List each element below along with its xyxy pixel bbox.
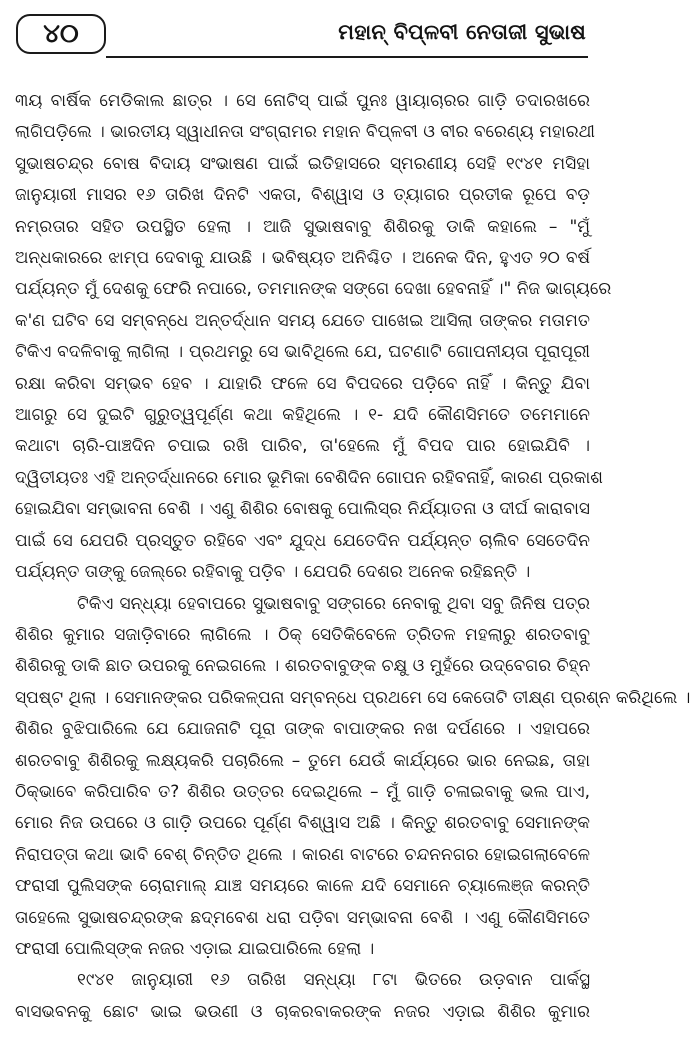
text-line: ଦ୍ୱିତୀୟତଃ ଏହି ଅନ୍ତର୍ଦ୍ଧାନରେ ମୋର ଭୂମିକା ବେଶିଦିନ ଗୋପନ ରହିବନାହିଁ, କାରଣ ପ୍ରକାଶ <box>15 467 603 488</box>
text-line: ଅନ୍ଧକାରରେ ଝାମ୍ପ ଦେବାକୁ ଯାଉଛି । ଭବିଷ୍ୟତ ଅନିଶ୍ଚିତ । ଅନେକ ଦିନ, ହୁଏତ ୨୦ ବର୍ଷ <box>15 248 590 269</box>
text-line: କଥାଟା ଚାରି-ପାଞ୍ଚଦିନ ଚପାଇ ରଖି ପାରିବ, ତା'ହେଲେ ମୁଁ ବିପଦ ପାର ହୋଇଯିବି । <box>15 436 590 457</box>
paragraph <box>15 86 612 589</box>
text-line: ଟିକିଏ ସନ୍ଧ୍ୟା ହେବାପରେ ସୁଭାଷବାବୁ ସଙ୍ଗରେ ନେବାକୁ ଥିବା ସବୁ ଜିନିଷ ପତ୍ର <box>77 593 590 614</box>
text-line: ପାଇଁ ସେ ଯେପରି ପ୍ରସ୍ତୁତ ରହିବେ ଏବଂ ଯୁଦ୍ଧ ଯେତେଦିନ ପର୍ଯ୍ୟନ୍ତ ଚାଲିବ ସେତେଦିନ <box>15 530 590 551</box>
text-line: ଲାଗିପଡ଼ିଲେ । ଭାରତୀୟ ସ୍ୱାଧୀନତା ସଂଗ୍ରାମର ମହାନ ବିପ୍ଳବୀ ଓ ବୀର ବରେଣ୍ୟ ମହାରଥୀ <box>15 122 595 143</box>
text-line: ନିରାପତ୍ତା କଥା ଭାବି ବେଶ୍ ଚିନ୍ତିତ ଥିଲେ । କାରଣ ବାଟରେ ଚନ୍ଦନନଗର ହୋଇଗଲାବେଳେ <box>15 844 590 865</box>
text-line: ବାସଭବନକୁ ଛୋଟ ଭାଇ ଭଉଣୀ ଓ ଚାକରବାକରଙ୍କ ନଜର ଏଡ଼ାଇ ଶିଶିର କୁମାର <box>15 1001 590 1022</box>
text-line: ଶିଶିରକୁ ଡାକି ଛାତ ଉପରକୁ ନେଇଗଲେ । ଶରତବାବୁଙ୍କ ଚକ୍ଷୁ ଓ ମୁହଁରେ ଉଦ୍‌ବେଗର ଚିହ୍ନ <box>15 656 591 677</box>
text-line: ନମ୍ରତାର ସହିତ ଉପସ୍ଥିତ ହେଲା । ଆଜି ସୁଭାଷବାବୁ ଶିଶିରକୁ ଡାକି କହାଲେ – "ମୁଁ <box>15 216 590 237</box>
text-line: ପର୍ଯ୍ୟନ୍ତ ତାଙ୍କୁ ଜେଲ୍‌ରେ ରହିବାକୁ ପଡ଼ିବ । ଯେପରି ଦେଶର ଅନେକ ରହିଛନ୍ତି । <box>15 562 531 583</box>
body-text <box>15 86 690 1028</box>
text-line: ମୋର ନିଜ ଉପରେ ଓ ଗାଡ଼ି ଉପରେ ପୂର୍ଣ୍ଣ ବିଶ୍ୱାସ ଅଛି । କିନ୍ତୁ ଶରତବାବୁ ସେମାନଙ୍କ <box>15 813 590 834</box>
page-header <box>16 12 588 62</box>
text-line: ପର୍ଯ୍ୟନ୍ତ ମୁଁ ଦେଶକୁ ଫେରି ନପାରେ, ତମମାନଙ୍କ ସଙ୍ଗେ ଦେଖା ହେବନାହିଁ ।" ନିଜ ଭାଗ୍ୟରେ <box>15 279 612 300</box>
text-line: ୩ୟ ବାର୍ଷିକ ମେଡିକାଲ ଛାତ୍ର । ସେ ନୋଟିସ୍ ପାଇଁ ପୁନଃ ୱାୟାଚାରର ଗାଡ଼ି ତଦାରଖରେ <box>15 91 590 111</box>
running-title: ମହାନ୍ ବିପ୍ଳବୀ ନେତାଜୀ ସୁଭାଷ <box>338 20 586 44</box>
text-line: ତାହେଲେ ସୁଭାଷଚନ୍ଦ୍ରଙ୍କ ଛଦ୍ମବେଶ ଧରା ପଡ଼ିବା ସମ୍ଭାବନା ବେଶି । ଏଣୁ କୌଣସିମତେ <box>15 907 590 928</box>
text-line: ଟିକିଏ ବଦଳିବାକୁ ଲାଗିଲା । ପ୍ରଥମରୁ ସେ ଭାବିଥିଲେ ଯେ, ଘଟଣାଟି ଗୋପନୀୟତା ପୂରାପୂରୀ <box>15 342 590 363</box>
text-line: ଶିଶିର ବୁଝିପାରିଲେ ଯେ ଯୋଜନାଟି ପୂରା ତାଙ୍କ ବାପାଙ୍କର ନଖ ଦର୍ପଣରେ । ଏହାପରେ <box>15 719 590 740</box>
header-rule <box>106 56 588 58</box>
text-line: ହୋଇଯିବା ସମ୍ଭାବନା ବେଶି । ଏଣୁ ଶିଶିର ବୋଷକୁ ପୋଲିସ୍‌ର ନିର୍ଯ୍ୟାତନା ଓ ଦୀର୍ଘ କାରାବାସ <box>15 499 590 520</box>
paragraph <box>15 965 590 1028</box>
text-line: ଶରତବାବୁ ଶିଶିରକୁ ଲକ୍ଷ୍ୟକରି ପଚାରିଲେ – ତୁମେ ଯେଉଁ କାର୍ଯ୍ୟରେ ଭାର ନେଇଛ, ତାହା <box>15 750 590 771</box>
text-line: ରକ୍ଷା କରିବା ସମ୍ଭବ ହେବ । ଯାହାରି ଫଳେ ସେ ବିପଦରେ ପଡ଼ିବେ ନାହିଁ । କିନ୍ତୁ ଯିବା <box>15 373 590 394</box>
paragraph <box>15 589 690 966</box>
text-line: ସୁଭାଷଚନ୍ଦ୍ର ବୋଷ ବିଦାୟ ସଂଭାଷଣ ପାଇଁ ଇତିହାସରେ ସ୍ମରଣୀୟ ସେହି ୧୯୪୧ ମସିହା <box>15 153 590 174</box>
text-line: କ'ଣ ଘଟିବ ସେ ସମ୍ବନ୍ଧେ ଅନ୍ତର୍ଦ୍ଧାନ ସମୟ ଯେତେ ପାଖେଇ ଆସିଲା ତାଙ୍କର ମତାମତ <box>15 310 590 331</box>
text-line: ଠିକ୍‌ଭାବେ କରିପାରିବ ତ? ଶିଶିର ଉତ୍ତର ଦେଇଥିଲେ – ମୁଁ ଗାଡ଼ି ଚଳାଇବାକୁ ଭଲ ପାଏ, <box>15 781 590 802</box>
page-number: ୪୦ <box>16 14 106 54</box>
text-line: ଫରାସୀ ପୋଲିସ୍‌ଙ୍କ ନଜର ଏଡ଼ାଇ ଯାଇପାରିଲେ ହେଲା । <box>15 938 375 959</box>
text-line: ୧୯୪୧ ଜାନୁୟାରୀ ୧୬ ତାରିଖ ସନ୍ଧ୍ୟା ୮ଟା ଭିତରେ ଉଡ଼ବାନ ପାର୍କସ୍ଥ <box>77 970 590 991</box>
text-line: ଜାନୁୟାରୀ ମାସର ୧୬ ତାରିଖ ଦିନଟି ଏକତା, ବିଶ୍ୱାସ ଓ ତ୍ୟାଗର ପ୍ରତୀକ ରୂପେ ବଡ଼ <box>15 185 590 206</box>
text-line: ଫରାସୀ ପୁଲିସଙ୍କ ଚୋରାମାଲ୍ ଯାଞ୍ଚ ସମୟରେ କାଳେ ଯଦି ସେମାନେ ଚ୍ୟାଲେଞ୍ଜ କରନ୍ତି <box>15 876 590 897</box>
text-line: ସ୍ପଷ୍ଟ ଥିଲା । ସେମାନଙ୍କର ପରିକଳ୍ପନା ସମ୍ବନ୍ଧେ ପ୍ରଥମେ ସେ କେତୋଟି ତୀକ୍ଷ୍ଣ ପ୍ରଶ୍ନ କରିଥିଲେ । <box>15 687 690 708</box>
text-line: ଆଗରୁ ସେ ଦୁଇଟି ଗୁରୁତ୍ୱପୂର୍ଣ୍ଣ କଥା କହିଥିଲେ । ୧- ଯଦି କୌଣସିମତେ ତମେମାନେ <box>15 405 590 426</box>
text-line: ଶିଶିର କୁମାର ସଜାଡ଼ିବାରେ ଲାଗିଲେ । ଠିକ୍ ସେତିକିବେଳେ ତ୍ରିତଳ ମହଲାରୁ ଶରତବାବୁ <box>15 624 590 645</box>
